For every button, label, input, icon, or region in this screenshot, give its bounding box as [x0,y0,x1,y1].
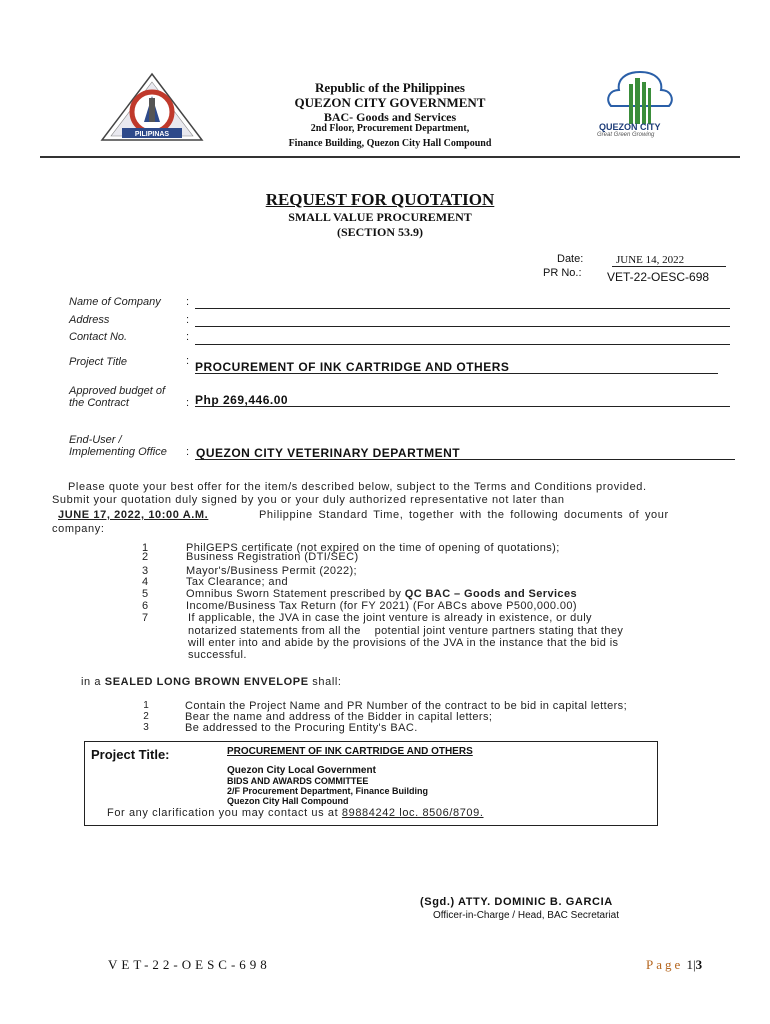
clarify-phone[interactable]: 89884242 loc. 8506/8709. [341,807,484,819]
doc-item-7-cont-1: notarized statements from all the potential joint venture partners stating that they [188,625,624,637]
address-label: Address [69,314,110,326]
doc-num-4: 4 [141,576,149,588]
enduser-value: QUEZON CITY VETERINARY DEPARTMENT [196,446,461,460]
seal-bottom-text: PILIPINAS [134,131,170,138]
project-title-colon: : [186,355,190,367]
doc-num-5: 5 [141,588,149,600]
budget-label-1: Approved budget of [69,385,166,397]
company-colon: : [186,296,190,308]
doc-item-6: Income/Business Tax Return (for FY 2021) (For ABCs above P500,000.00) [186,600,577,612]
box-clarification [107,806,484,821]
doc-num-7: 7 [141,612,149,624]
project-title-label: Project Title [69,356,127,368]
quezon-city-seal [100,72,204,144]
instruction-line-3: Philippine Standard Time, together with the following documents of your [259,509,669,521]
qc-logo-name: QUEZON CITY [599,122,661,132]
envelope-post: shall: [308,676,342,688]
address-colon: : [186,314,190,326]
envelope-instruction [81,675,342,690]
envelope-label-box [84,741,658,826]
doc-item-5 [186,588,577,600]
instruction-line-2: Submit your quotation duly signed by you or your duly authorized representative not later than [52,494,565,506]
envelope-pre: in a [81,676,105,688]
document-section: (SECTION 53.9) [336,225,423,239]
address-field[interactable] [195,326,730,327]
envelope-num-1: 1 [143,700,149,711]
pr-label: PR No.: [543,267,582,279]
page-total: 3 [695,957,703,972]
budget-colon: : [186,397,190,409]
contact-field[interactable] [195,344,730,345]
enduser-underline [195,459,735,460]
doc-item-7: If applicable, the JVA in case the joint venture is already in existence, or duly [188,612,592,624]
header-bac: BAC- Goods and Services [323,110,457,124]
page-separator: | [693,957,696,972]
page-word: Page [646,957,684,972]
footer-reference: VET-22-OESC-698 [108,957,271,972]
envelope-bold: SEALED LONG BROWN ENVELOPE [104,676,309,688]
doc-num-1: 1 [141,542,149,554]
project-title-value: PROCUREMENT OF INK CARTRIDGE AND OTHERS [195,360,510,374]
contact-label: Contact No. [69,331,128,343]
budget-underline [195,406,730,407]
enduser-label-2: Implementing Office [69,446,167,458]
doc-item-3: Mayor's/Business Permit (2022); [186,565,357,577]
page-current: 1 [686,957,694,972]
box-project-title: PROCUREMENT OF INK CARTRIDGE AND OTHERS [227,746,473,757]
date-value: JUNE 14, 2022 [616,254,685,266]
doc-num-3: 3 [141,565,149,577]
enduser-label-1: End-User / [69,434,122,446]
pr-value: VET-22-OESC-698 [607,270,710,284]
company-label: Name of Company [69,296,161,308]
doc-item-1: PhilGEPS certificate (not expired on the time of opening of quotations); [186,542,560,554]
clarify-pre: For any clarification you may contact us at [107,807,342,819]
page-number [646,957,702,973]
company-field[interactable] [195,308,730,309]
header-republic: Republic of the Philippines [315,80,465,95]
doc-num-6: 6 [141,600,149,612]
box-project-label: Project Title: [91,747,170,762]
signatory-name: (Sgd.) ATTY. DOMINIC B. GARCIA [420,896,613,908]
document-title: REQUEST FOR QUOTATION [265,190,495,209]
header-government: QUEZON CITY GOVERNMENT [294,95,486,110]
contact-colon: : [186,331,190,343]
qc-logo [595,66,685,141]
doc-item-7-cont-2: will enter into and abide by the provisions of the JVA in the instance that the bid is [188,637,619,649]
doc-item-7-cont-3: successful. [188,649,247,661]
budget-value: Php 269,446.00 [195,393,289,407]
signatory-position: Officer-in-Charge / Head, BAC Secretariat [433,910,620,921]
box-addr-2: BIDS AND AWARDS COMMITTEE [227,776,369,786]
qc-logo-tagline: Great Green Growing [597,132,655,138]
doc-item-2: Business Registration (DTI/SEC) [186,551,359,563]
doc-item-5-text: Omnibus Sworn Statement prescribed by [186,588,405,600]
envelope-item-2: Bear the name and address of the Bidder in capital letters; [185,711,493,723]
envelope-item-1: Contain the Project Name and PR Number of the contract to be bid in capital letters; [185,700,628,712]
envelope-num-2: 2 [143,711,149,722]
instruction-line-4: company: [52,523,105,535]
header-building: Finance Building, Quezon City Hall Compound [288,138,492,149]
deadline: JUNE 17, 2022, 10:00 A.M. [58,509,209,521]
box-addr-4: Quezon City Hall Compound [227,796,349,806]
envelope-item-3: Be addressed to the Procuring Entity's BAC. [185,722,418,734]
doc-item-5-bold: QC BAC – Goods and Services [404,588,577,600]
doc-item-4: Tax Clearance; and [186,576,288,588]
budget-label-2: the Contract [69,397,129,409]
date-label: Date: [557,253,584,265]
box-addr-3: 2/F Procurement Department, Finance Building [227,786,429,796]
doc-num-2: 2 [141,551,149,563]
document-subtitle: SMALL VALUE PROCUREMENT [288,210,472,224]
envelope-num-3: 3 [143,722,149,733]
enduser-colon: : [186,446,190,458]
header-divider [40,156,740,158]
project-title-underline [195,373,718,374]
header-floor: 2nd Floor, Procurement Department, [310,123,470,134]
box-addr-1: Quezon City Local Government [227,765,376,776]
instruction-line-1: Please quote your best offer for the item/s described below, subject to the Terms and Conditions provided. [68,481,647,493]
date-underline [612,266,726,267]
